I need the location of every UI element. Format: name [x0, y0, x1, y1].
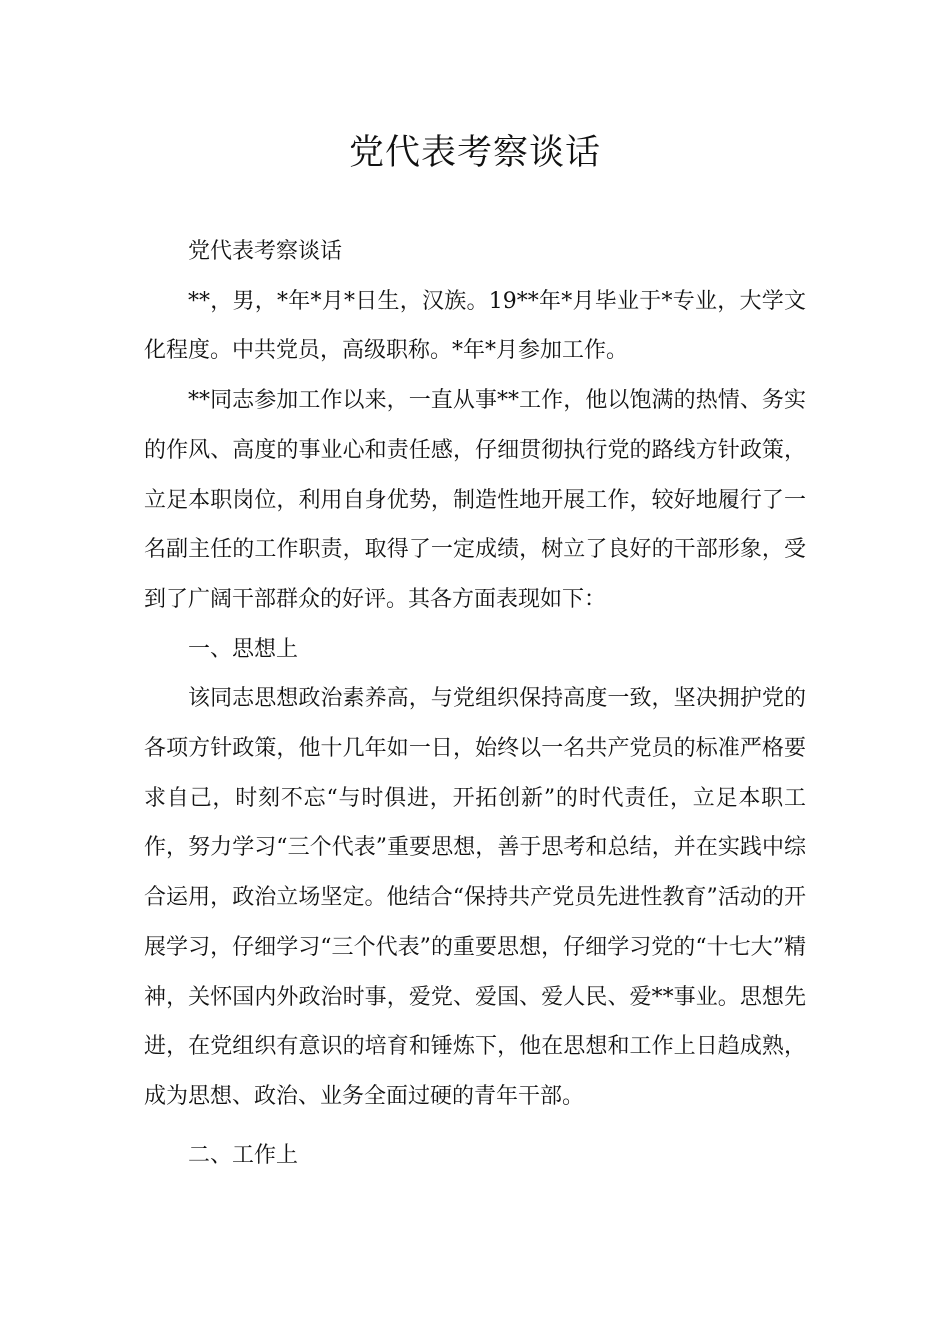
- document-body: [144, 227, 806, 1180]
- section-heading-work: 二、工作上: [188, 1142, 299, 1168]
- document-title: 党代表考察谈话: [348, 133, 601, 173]
- paragraph-overview: **同志参加工作以来，一直从事**工作，他以饱满的热情、务实的作风、高度的事业心和责任感，仔细贯彻执行党的路线方针政策，立足本职岗位，利用自身优势，制造性地开展工作，较好地履行了一名副主任的工作职责，取得了一定成绩，树立了良好的干部形象，受到了广阔干部群众的好评。其各方面表现如下：: [144, 388, 806, 612]
- section-heading-thought: 一、思想上: [188, 636, 299, 662]
- paragraph-thought: 该同志思想政治素养高，与党组织保持高度一致，坚决拥护党的各项方针政策，他十几年如一日，始终以一名共产党员的标准严格要求自己，时刻不忘“与时俱进，开拓创新”的时代责任，立足本职工作，努力学习“三个代表”重要思想，善于思考和总结，并在实践中综合运用，政治立场坚定。他结合“保持共产党员先进性教育”活动的开展学习，仔细学习“三个代表”的重要思想，仔细学习党的“十七大”精神，关怀国内外政治时事，爱党、爱国、爱人民、爱**事业。思想先进，在党组织有意识的培育和锤炼下，他在思想和工作上日趋成熟，成为思想、政治、业务全面过硬的青年干部。: [144, 686, 806, 1109]
- paragraph-subtitle: 党代表考察谈话: [188, 239, 343, 264]
- paragraph-profile: **，男，*年*月*日生，汉族。19**年*月毕业于*专业，大学文化程度。中共党员，高级职称。*年*月参加工作。: [144, 288, 806, 364]
